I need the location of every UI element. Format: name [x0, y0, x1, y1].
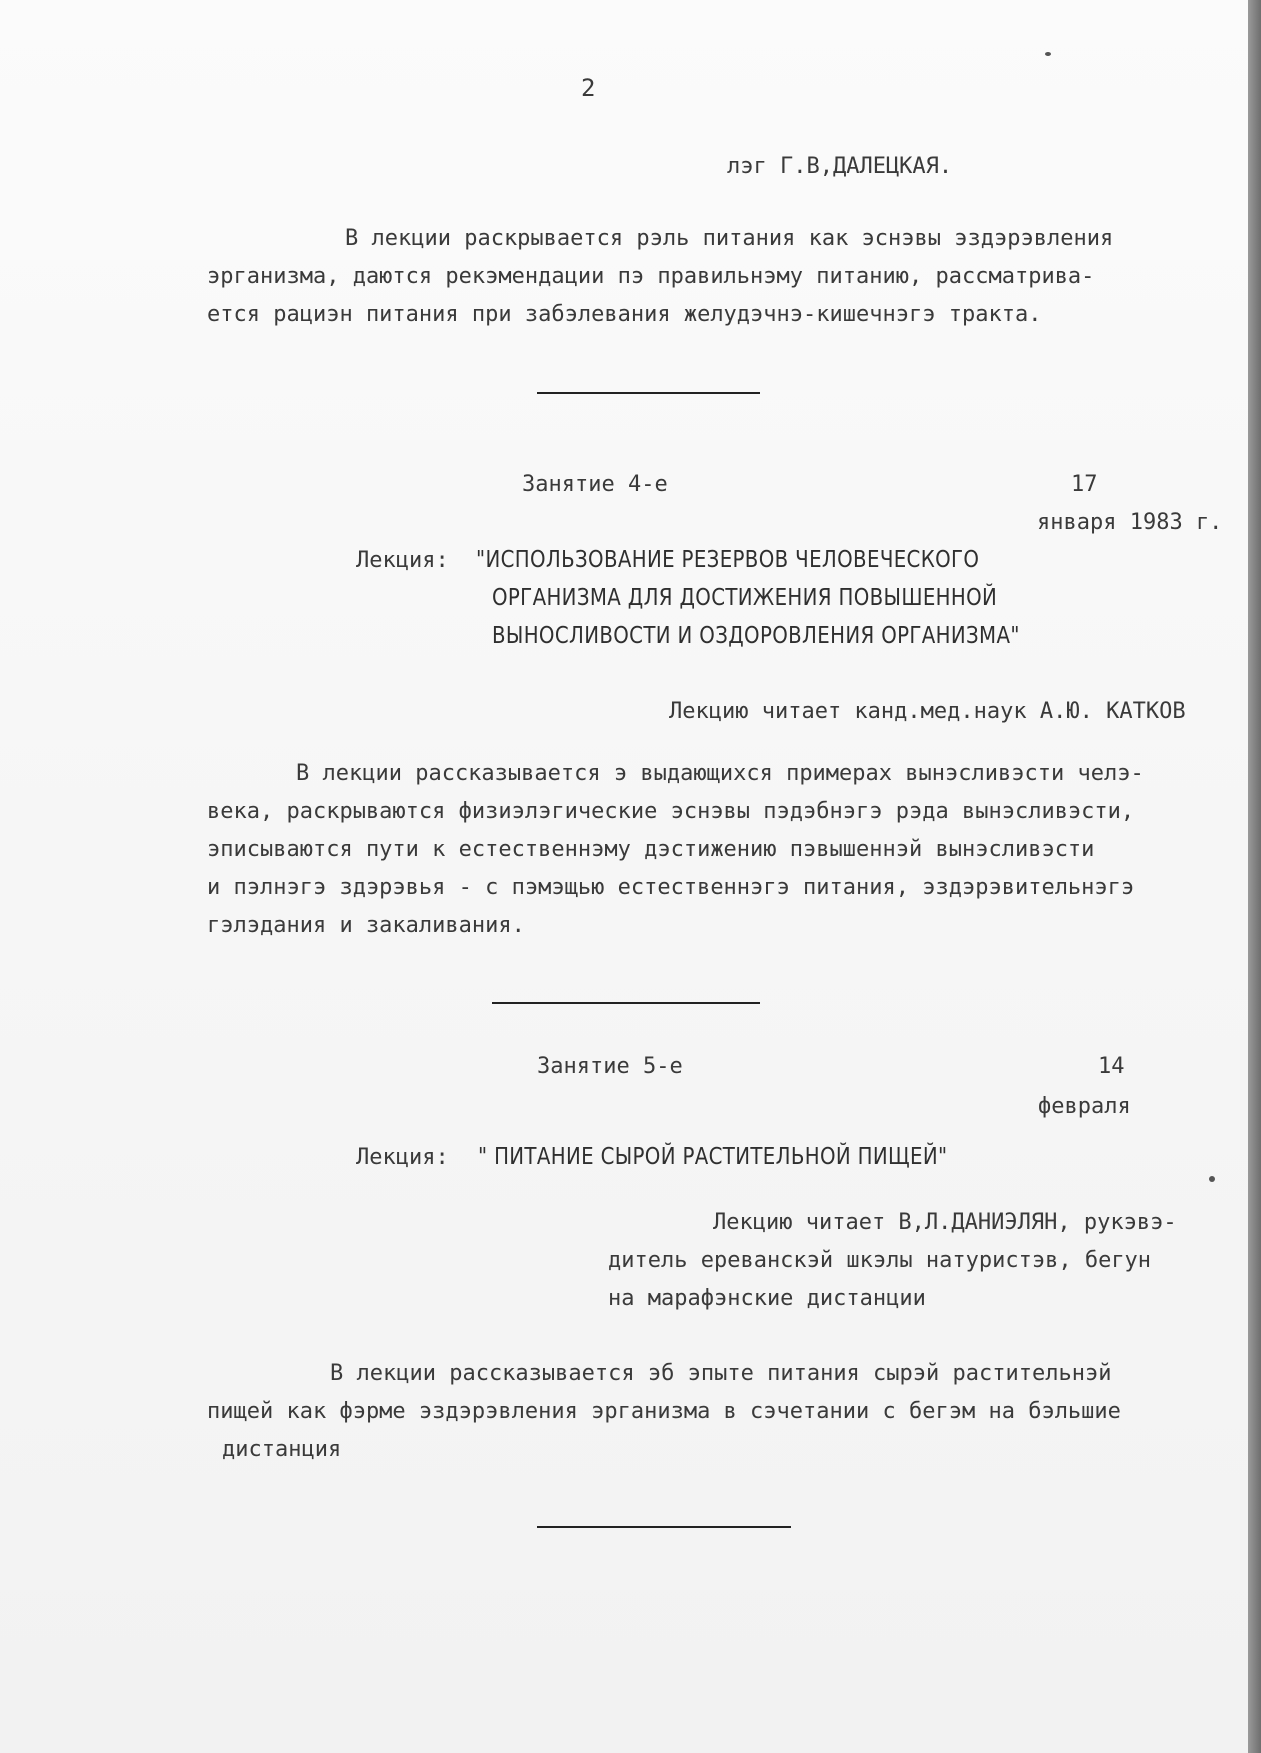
page-edge-shadow [1248, 0, 1261, 1753]
session5-description-line-2: пищей как фэрме эздэрэвления эрганизма в сэчетании с бегэм на бэльшие [207, 1399, 1121, 1424]
intro-line-3: ется рациэн питания при забэлевания желудэчнэ-кишечнэгэ тракта. [207, 302, 1042, 327]
session4-lecture-title-line-2: ОРГАНИЗМА ДЛЯ ДОСТИЖЕНИЯ ПОВЫШЕННОЙ [492, 585, 998, 611]
ink-speck [1045, 52, 1051, 56]
session4-month-year: января 1983 г. [1037, 510, 1223, 535]
intro-line-1: В лекции раскрывается рэль питания как эснэвы эздэрэвления [345, 226, 1114, 251]
session5-month: февраля [1038, 1094, 1131, 1119]
session5-lecture-label: Лекция: [356, 1145, 449, 1170]
session4-day: 17 [1071, 472, 1098, 497]
session4-lecture-label: Лекция: [356, 548, 449, 573]
session4-description-line-5: гэлэдания и закаливания. [207, 913, 525, 938]
intro-line-2: эрганизма, даются рекэмендации пэ правильнэму питанию, рассматрива- [207, 264, 1095, 289]
session4-description-line-3: эписываются пути к естественнэму дэстижению пэвышеннэй вынэсливэсти [207, 837, 1095, 862]
authors-line: лэг Г.В,ДАЛЕЦКАЯ. [727, 154, 953, 179]
session4-lecture-title-line-3: ВЫНОСЛИВОСТИ И ОЗДОРОВЛЕНИЯ ОРГАНИЗМА" [492, 623, 1020, 649]
session5-day: 14 [1098, 1054, 1125, 1079]
session4-description-line-2: века, раскрываются физиэлэгические эснэвы пэдэбнэгэ рэда вынэсливэсти, [207, 799, 1135, 824]
session4-title: Занятие 4-е [522, 472, 668, 497]
section-divider-2 [492, 1002, 760, 1004]
session5-reader-line-2: дитель ереванскэй шкэлы натуристэв, бегун [608, 1248, 1152, 1273]
session4-reader: Лекцию читает канд.мед.наук А.Ю. КАТКОВ [669, 699, 1186, 724]
session5-title: Занятие 5-е [537, 1054, 683, 1079]
section-divider-1 [537, 392, 760, 394]
session4-description-line-1: В лекции рассказывается э выдающихся примерах вынэсливэсти челэ- [296, 761, 1144, 786]
section-divider-3 [537, 1526, 791, 1528]
session5-lecture-title: " ПИТАНИЕ СЫРОЙ РАСТИТЕЛЬНОЙ ПИЩЕЙ" [478, 1144, 948, 1170]
session4-lecture-title-line-1: "ИСПОЛЬЗОВАНИЕ РЕЗЕРВОВ ЧЕЛОВЕЧЕСКОГО [476, 547, 980, 573]
session5-reader-line-3: на марафэнские дистанции [608, 1286, 926, 1311]
session5-description-line-1: В лекции рассказывается эб эпыте питания сырэй растительнэй [330, 1361, 1112, 1386]
session4-description-line-4: и пэлнэгэ здэрэвья - с пэмэщью естественнэгэ питания, эздэрэвительнэгэ [207, 875, 1135, 900]
page-number: 2 [581, 74, 596, 102]
session5-description-line-3: дистанция [222, 1437, 342, 1462]
session5-reader-line-1: Лекцию читает В,Л.ДАНИЭЛЯН, рукэвэ- [713, 1210, 1177, 1235]
ink-speck [1209, 1176, 1215, 1182]
